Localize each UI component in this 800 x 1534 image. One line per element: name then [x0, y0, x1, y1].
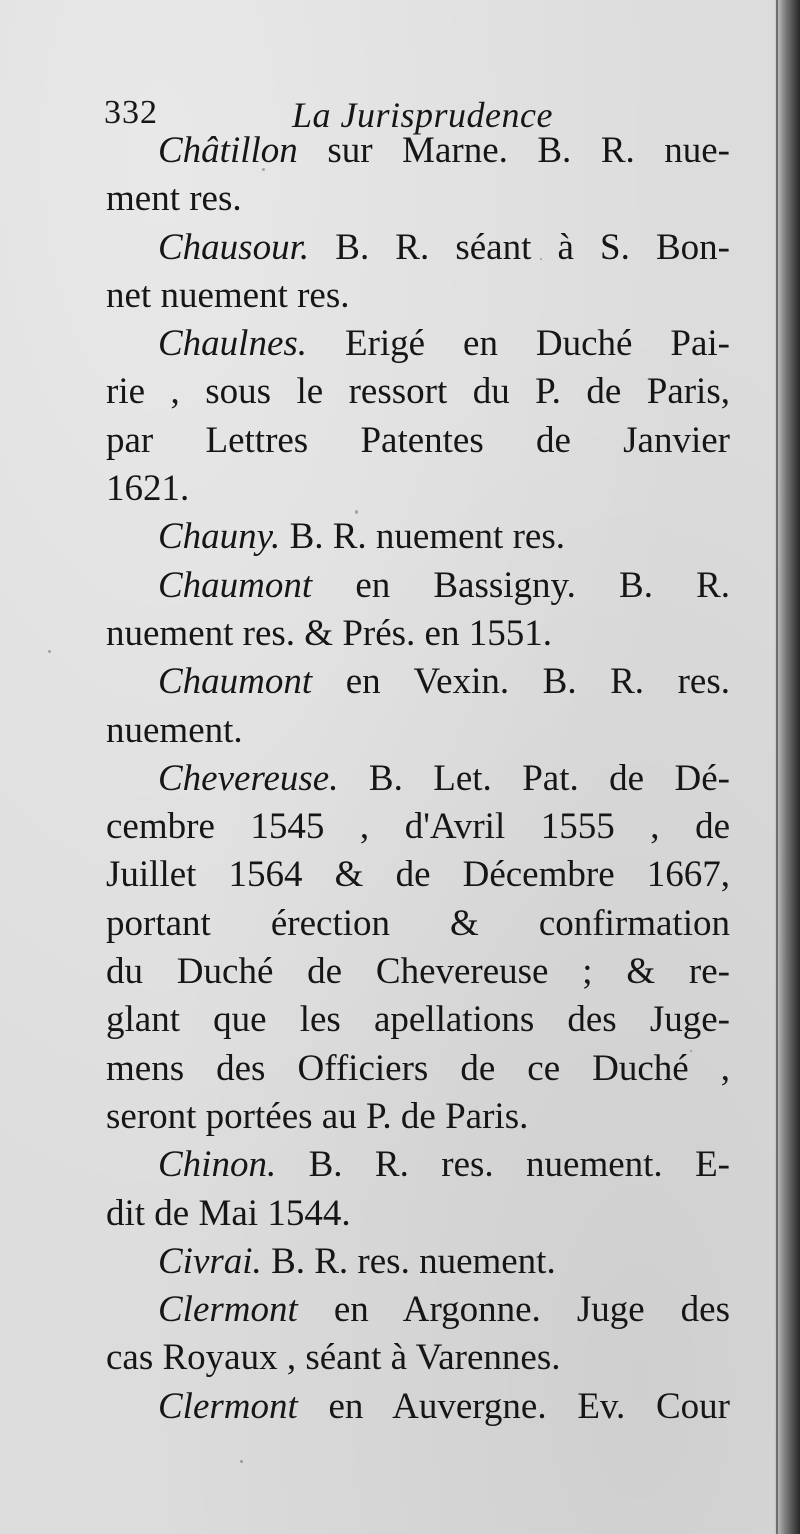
entry-line [106, 755, 730, 803]
entry-line: seront portées au P. de Paris. [106, 1095, 529, 1137]
entry-line [106, 1286, 730, 1334]
paper-speck [240, 1460, 243, 1463]
paper-speck [262, 168, 265, 171]
entry-line: cembre 1545 , d'Avril 1555 , de [106, 806, 730, 848]
entry-text: B. R. nuement res. [280, 516, 565, 558]
entry-text: en Auvergne. Ev. Cour [297, 1385, 730, 1427]
binding-edge-line [776, 0, 778, 1534]
entry-heading: Chaumont [158, 661, 313, 703]
entry-line: cas Royaux , séant à Varennes. [106, 1337, 561, 1379]
paper-speck [690, 1050, 692, 1052]
entry-text: B. Let. Pat. de Dé- [338, 757, 730, 799]
paper-speck [355, 510, 358, 514]
entry-line: rie , sous le ressort du P. de Paris, [106, 371, 730, 413]
entry-line: dit de Mai 1544. [106, 1192, 351, 1234]
entry-line [106, 1238, 730, 1286]
entry-line: du Duché de Chevereuse ; & re- [106, 951, 730, 993]
entry-line [106, 127, 730, 175]
entry-line: glant que les apellations des Juge- [106, 999, 730, 1041]
entry-line [106, 562, 730, 610]
entry-line [106, 320, 730, 368]
entry-heading: Civrai. [158, 1240, 262, 1282]
entry-line: nuement. [106, 709, 243, 751]
paper-speck [540, 258, 542, 260]
entry-text: en Vexin. B. R. res. [312, 661, 730, 703]
entry-line: nuement res. & Prés. en 1551. [106, 612, 552, 654]
entry-line: ment res. [106, 178, 242, 220]
entry-text: B. R. res. nuement. E- [276, 1144, 730, 1186]
entry-text: Erigé en Duché Pai- [307, 323, 730, 365]
entry-heading: Clermont [158, 1385, 298, 1427]
entry-line [106, 1383, 730, 1431]
entry-heading: Chauny. [158, 516, 281, 558]
entry-text: sur Marne. B. R. nue- [297, 130, 730, 171]
entry-line [106, 513, 730, 561]
entry-line: mens des Officiers de ce Duché , [106, 1047, 730, 1089]
entry-heading: Clermont [158, 1289, 298, 1331]
entry-heading: Chevereuse. [158, 757, 339, 799]
entry-heading: Chausour. [158, 226, 310, 268]
entry-line [106, 1141, 730, 1189]
entry-line: portant érection & confirmation [106, 902, 730, 944]
entry-text: B. R. séant à S. Bon- [309, 226, 730, 268]
entry-text: en Bassigny. B. R. [312, 564, 730, 606]
entry-line: par Lettres Patentes de Janvier [106, 419, 730, 461]
entry-line [106, 658, 730, 706]
entry-heading: Chaulnes. [158, 323, 308, 365]
entry-line: Juillet 1564 & de Décembre 1667, [106, 854, 730, 896]
paper-speck [48, 650, 51, 653]
entry-heading: Chinon. [158, 1144, 277, 1186]
entry-line [106, 224, 730, 272]
entry-text: en Argonne. Juge des [297, 1289, 730, 1331]
entry-line: 1621. [106, 468, 190, 510]
entry-heading: Châtillon [158, 130, 298, 171]
entry-line: net nuement res. [106, 274, 350, 316]
page-number: 332 [104, 94, 158, 131]
body-text [106, 127, 730, 1431]
entry-heading: Chaumont [158, 564, 313, 606]
entry-text: B. R. res. nuement. [261, 1240, 556, 1282]
running-title: La Jurisprudence [292, 95, 553, 135]
